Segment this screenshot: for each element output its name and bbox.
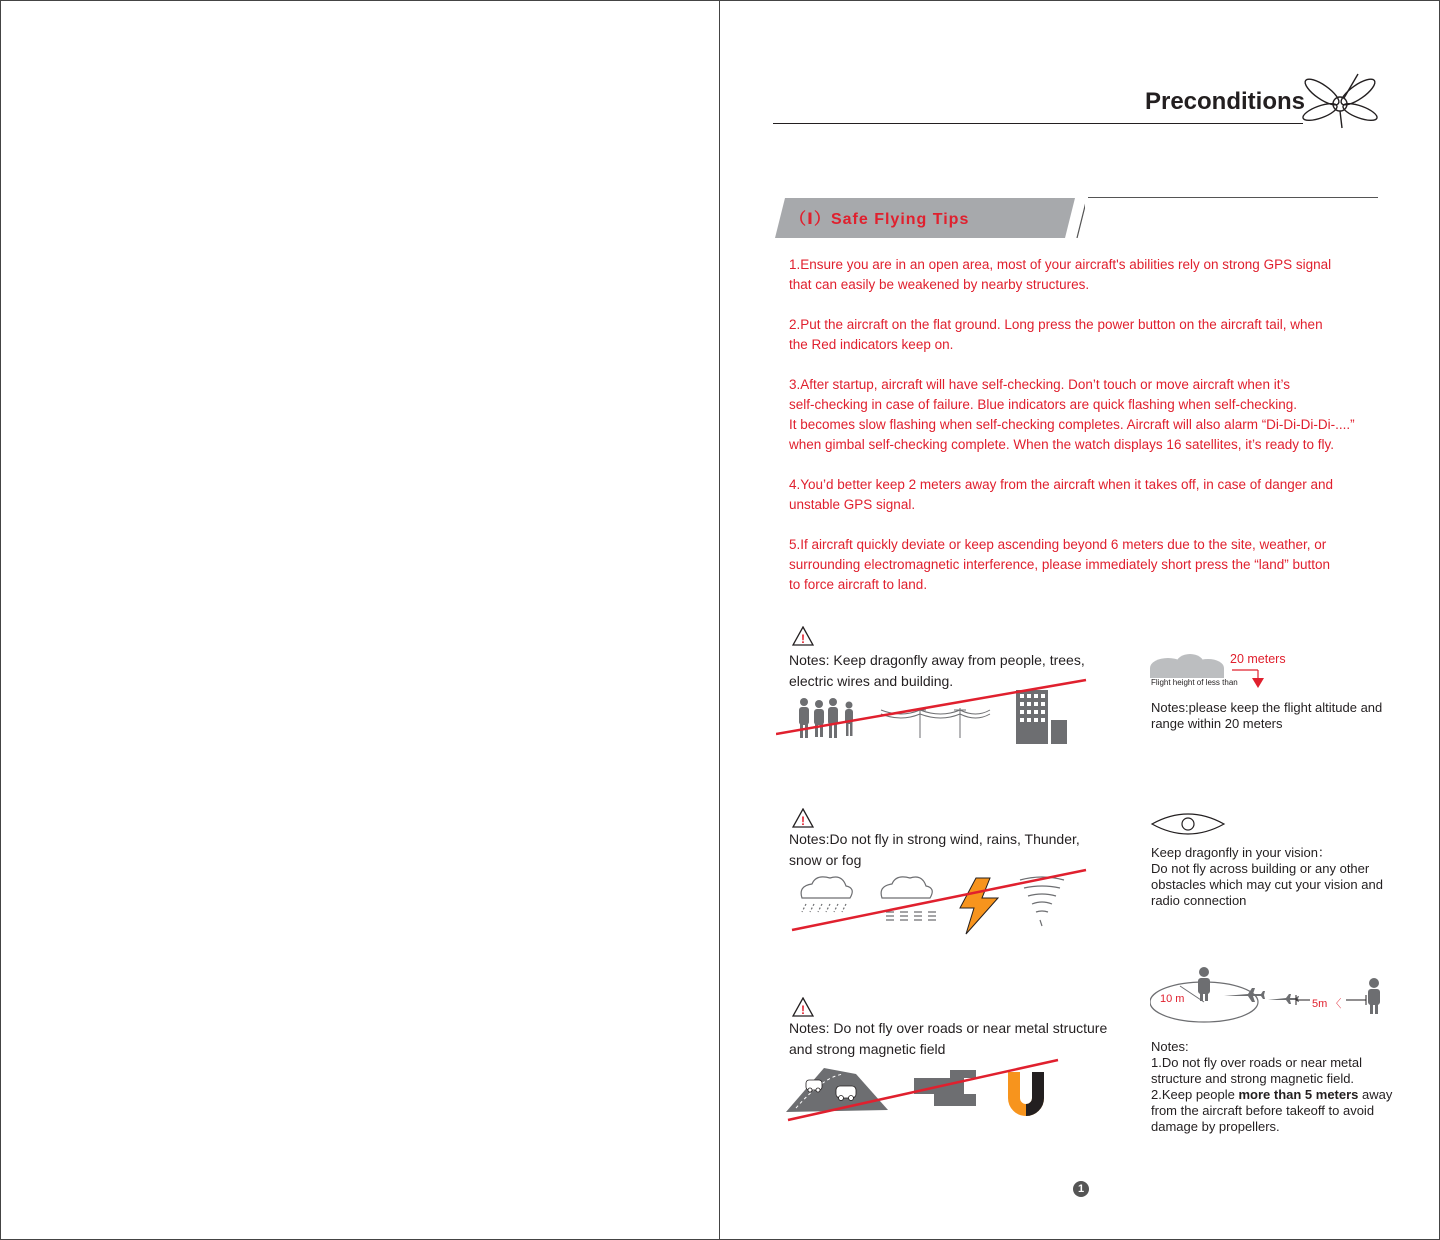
note-distance-title: Notes: bbox=[1151, 1039, 1189, 1054]
note-distance bbox=[1151, 1039, 1421, 1135]
warning-icon bbox=[792, 626, 814, 646]
section-tab-label: （Ⅰ）Safe Flying Tips bbox=[790, 211, 970, 228]
altitude-limit-label: 20 meters bbox=[1230, 652, 1286, 666]
page-title: Preconditions bbox=[1144, 88, 1305, 115]
warning-icon bbox=[792, 808, 814, 828]
note-distance-line2-pre: 2.Keep people bbox=[1151, 1087, 1239, 1102]
eye-icon bbox=[1150, 810, 1226, 838]
note-roads: Notes: Do not fly over roads or near metal structure and strong magnetic field bbox=[789, 1020, 1108, 1057]
note-altitude: Notes:please keep the flight altitude and range within 20 meters bbox=[1151, 700, 1383, 731]
tip-1: 1.Ensure you are in an open area, most of your aircraft's abilities rely on strong GPS signal that can easily be weakened by nearby structures. bbox=[789, 257, 1332, 292]
svg-text:!: ! bbox=[801, 1003, 805, 1017]
roads-illustration bbox=[784, 1056, 1084, 1126]
tip-4: 4.You’d better keep 2 meters away from the aircraft when it takes off, in case of danger and unstable GPS signal. bbox=[789, 477, 1334, 512]
distance-radius-label: 10 m bbox=[1160, 993, 1185, 1005]
weather-illustration bbox=[790, 868, 1090, 936]
note-obstacles: Notes: Keep dragonfly away from people, trees, electric wires and building. bbox=[789, 652, 1085, 689]
svg-text:!: ! bbox=[801, 814, 805, 828]
page-number: 1 bbox=[1073, 1181, 1089, 1197]
distance-illustration bbox=[1150, 962, 1390, 1026]
warning-icon bbox=[792, 997, 814, 1017]
section-rule bbox=[1088, 197, 1378, 198]
tip-3: 3.After startup, aircraft will have self-checking. Don’t touch or move aircraft when it’s self-checking in case of failure. Blue indicators are quick flashing when self-checking. It becomes slow flashing when self-checking completes. Aircraft will also alarm “Di-Di-Di-Di-....” when gimbal self-checking complete. When the watch displays 16 satellites, it’s ready to fly. bbox=[789, 377, 1355, 452]
page-spine bbox=[719, 0, 720, 1240]
obstacles-illustration bbox=[776, 678, 1090, 748]
note-weather: Notes:Do not fly in strong wind, rains, Thunder, snow or fog bbox=[789, 831, 1080, 868]
note-distance-line2 bbox=[1151, 1087, 1421, 1135]
altitude-caption: Flight height of less than bbox=[1151, 678, 1238, 687]
safe-flying-tips bbox=[789, 255, 1409, 615]
tip-5: 5.If aircraft quickly deviate or keep ascending beyond 6 meters due to the site, weather, or surrounding electromagnetic interference, please immediately short press the “land” button to force aircraft to land. bbox=[789, 537, 1331, 592]
note-distance-emphasis: more than 5 meters bbox=[1238, 1087, 1359, 1102]
tip-2: 2.Put the aircraft on the flat ground. Long press the power button on the aircraft tail, when the Red indicators keep on. bbox=[789, 317, 1323, 352]
note-distance-line2-post: away from the aircraft before takeoff to avoid damage by propellers. bbox=[1151, 1087, 1393, 1134]
distance-gap-label: 5m 〈 bbox=[1312, 998, 1342, 1010]
note-distance-line1: 1.Do not fly over roads or near metal structure and strong magnetic field. bbox=[1151, 1055, 1362, 1086]
dragonfly-logo-icon bbox=[1300, 68, 1380, 130]
note-vision: Keep dragonfly in your vision： Do not fly across building or any other obstacles which may cut your vision and radio connection bbox=[1151, 845, 1383, 908]
title-rule bbox=[773, 123, 1303, 124]
svg-text:!: ! bbox=[801, 632, 805, 646]
